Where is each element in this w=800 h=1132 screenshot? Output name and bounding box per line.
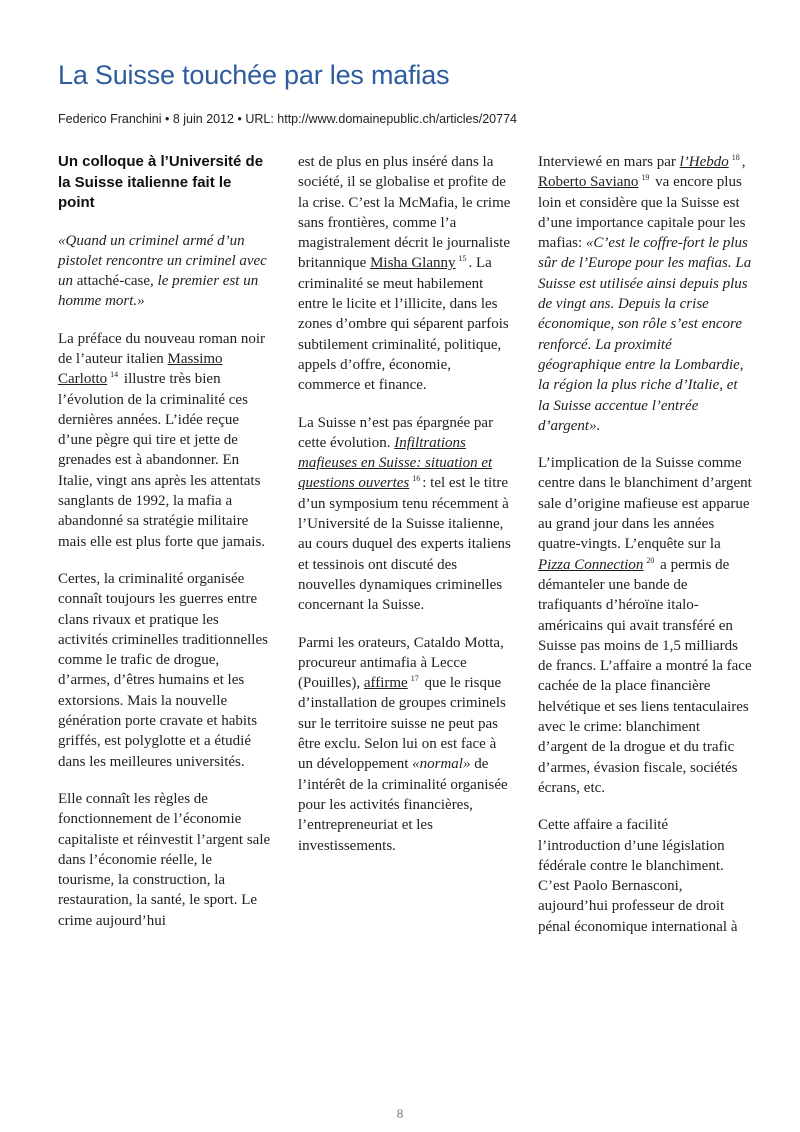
footnote-ref[interactable]: 16 <box>412 474 421 484</box>
footnote-ref[interactable]: 20 <box>646 555 655 565</box>
paragraph: est de plus en plus inséré dans la société, il se globalise et profite de la crise. C’est la McMafia, le crime sans frontières, comme l’a magistralement décrit le journaliste britannique Misha Glanny $^{15}$ . La criminalité se meut habilement entre le licite et l’illicite, dans les zones d’ombre qui séparent parfois subtilement criminalité, politique, appels d’offre, économie, commerce et finance. <box>298 154 511 394</box>
column-3 <box>538 152 752 954</box>
paragraph: Cette affaire a facilité l’introduction d’une législation fédérale contre le blanchiment. C’est Paolo Bernasconi, aujourd’hui professeur de droit pénal économique international à <box>538 817 738 935</box>
column-2 <box>298 152 512 873</box>
footnote-ref[interactable]: 19 <box>641 173 650 183</box>
article-byline: Federico Franchini • 8 juin 2012 • URL: http://www.domainepublic.ch/articles/20774 <box>58 112 517 126</box>
article-subhead: Un colloque à l’Université de la Suisse italienne fait le point <box>58 153 264 211</box>
paragraph: La préface du nouveau roman noir de l’auteur italien Massimo Carlotto $^{14}$ illustre très bien l’évolution de la criminalité ces dernières années. L’idée reçue d’une pègre qui tire et jette de grenades est à abandonner. En Italie, vingt ans après les attentats sanglants de 1992, la mafia a abandonné sa stratégie militaire mais elle est plus forte que jamais. <box>58 330 266 550</box>
page-number: 8 <box>396 1106 404 1121</box>
article-title: La Suisse touchée par les mafias <box>58 60 450 90</box>
paragraph: Certes, la criminalité organisée connaît toujours les guerres entre clans rivaux et pratique les activités criminelles traditionnelles comme le trafic de drogue, d’armes, d’êtres humains et les extorsions. Mais la nouvelle génération porte cravate et habits griffés, est polyglotte et a étudié dans les meilleures universités. <box>58 570 268 770</box>
paragraph: Elle connaît les règles de fonctionnement de l’économie capitaliste et réinvestit l’argent sale dans l’économie réelle, le tourisme, la construction, la restauration, la santé, le sport. Le crime aujourd’hui <box>58 790 271 929</box>
opening-quote: «Quand un criminel armé d’un pistolet rencontre un criminel avec un attaché-case, le premier est un homme mort.» <box>58 232 267 310</box>
paragraph: La Suisse n’est pas épargnée par cette évolution. Infiltrations mafieuses en Suisse: situation et questions ouvertes $^{16}$ : tel est le titre d’un symposium tenu récemment à l’Université de la Suisse italienne, au cours duquel des experts italiens et tessinois ont discuté des nouvelles dynamiques criminelles concernant la Suisse. <box>298 414 511 614</box>
link-lhebdo[interactable]: l’Hebdo <box>679 154 729 170</box>
link-misha-glanny[interactable]: Misha Glanny <box>370 255 456 272</box>
link-roberto-saviano[interactable]: Roberto Saviano <box>538 174 639 191</box>
column-1 <box>58 152 272 948</box>
footnote-ref[interactable]: 17 <box>410 674 419 684</box>
footnote-ref[interactable]: 18 <box>731 153 740 162</box>
link-infiltrations-mafieuses[interactable]: Infiltrations mafieuses en Suisse: situation et questions ouvertes <box>298 434 493 492</box>
footnote-ref[interactable]: 14 <box>110 370 119 380</box>
link-affirme[interactable]: affirme <box>363 675 408 692</box>
paragraph: Interviewé en mars par l’Hebdo $^{18}$ , Roberto Saviano $^{19}$ va encore plus loin et considère que la Suisse est d’une importance capitale pour les mafias: «C’est le coffre-fort le plus sûr de l’Europe pour les mafias. La Suisse est utilisée ainsi depuis plus de vingt ans. Depuis la crise économique, son rôle s’est encore renforcé. La proximité géographique entre la Lombardie, la région la plus riche d’Italie, et la Suisse accentue l’entrée d’argent». <box>538 153 752 434</box>
paragraph: Parmi les orateurs, Cataldo Motta, procureur antimafia à Lecce (Pouilles), affirme $^{17}$ que le risque d’installation de groupes criminels sur le territoire suisse ne peut pas être exclu. Selon lui on est face à un développement «normal» de l’intérêt de la criminalité organisée pour les activités financières, l’entrepreneuriat et les investissements. <box>298 634 508 854</box>
paragraph: L’implication de la Suisse comme centre dans le blanchiment d’argent sale d’origine mafieuse est apparue au grand jour dans les années quatre-vingts. L’enquête sur la Pizza Connection $^{20}$ a permis de démanteler une bande de trafiquants d’héroïne italo-américains qui avait transféré en Suisse pas moins de 1,5 milliards de francs. L’affaire a montré la face cachée de la place financière helvétique et ses liens tentaculaires avec le crime: blanchiment d’argent de la drogue et du trafic d’armes, évasion fiscale, sociétés écrans, etc. <box>538 455 752 796</box>
footnote-ref[interactable]: 15 <box>458 254 467 264</box>
link-pizza-connection[interactable]: Pizza Connection <box>538 556 644 573</box>
link-massimo-carlotto[interactable]: Massimo Carlotto <box>58 350 223 388</box>
